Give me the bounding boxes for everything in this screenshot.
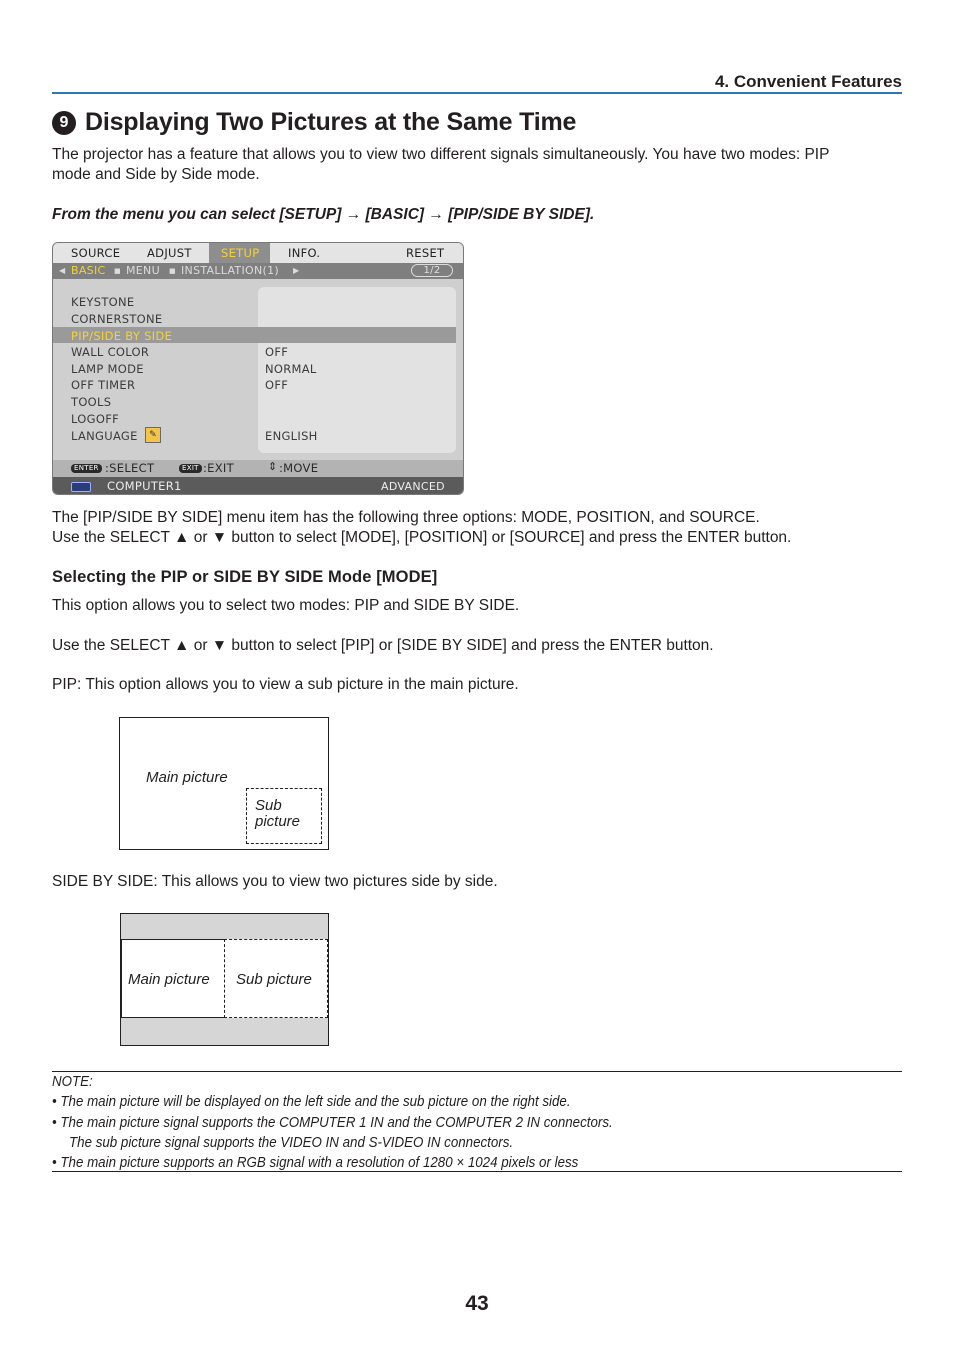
arrow-right-icon: ▶ (293, 266, 300, 275)
mode-instructions: Use the SELECT ▲ or ▼ button to select [PIP] or [SIDE BY SIDE] and press the ENTER button. (52, 637, 714, 654)
exit-key-icon: EXIT (179, 464, 202, 473)
header-rule (52, 92, 902, 94)
osd-tab-info[interactable]: INFO. (288, 246, 321, 260)
square-bullet-icon: ■ (169, 267, 176, 275)
section-number-badge: 9 (52, 111, 76, 135)
osd-status-bar (53, 477, 464, 495)
osd-tab-setup[interactable]: SETUP (209, 243, 270, 263)
osd-item-language[interactable]: LANGUAGE (71, 429, 138, 443)
pip-main-picture-label: Main picture (146, 769, 228, 786)
menu-path: From the menu you can select [SETUP] → [BASIC] → [PIP/SIDE BY SIDE]. (52, 206, 595, 223)
sbs-main-picture-frame (121, 939, 225, 1018)
chapter-title: 4. Convenient Features (714, 72, 902, 91)
osd-value-wall-color: OFF (265, 345, 289, 359)
osd-tab-source[interactable]: SOURCE (71, 246, 121, 260)
pip-sub-picture-frame (246, 788, 322, 844)
note-line-2: • The main picture signal supports the COMPUTER 1 IN and the COMPUTER 2 IN connectors. (52, 1115, 613, 1131)
osd-breadcrumb (53, 263, 464, 279)
osd-item-wall-color[interactable]: WALL COLOR (71, 345, 150, 359)
language-globe-icon: ✎ (145, 427, 161, 443)
section-title (52, 108, 576, 137)
sbs-main-picture-label: Main picture (128, 971, 210, 988)
page-title: Displaying Two Pictures at the Same Time (85, 108, 577, 136)
sbs-sub-picture-label: Sub picture (236, 971, 312, 988)
pip-diagram (119, 717, 329, 850)
osd-crumb-menu[interactable]: MENU (126, 264, 160, 277)
note-top-rule (52, 1071, 902, 1072)
osd-item-keystone[interactable]: KEYSTONE (71, 295, 135, 309)
osd-value-off-timer: OFF (265, 378, 289, 392)
note-bottom-rule (52, 1171, 902, 1172)
osd-help-move: :MOVE (279, 461, 319, 475)
osd-item-off-timer[interactable]: OFF TIMER (71, 378, 136, 392)
square-bullet-icon: ■ (114, 267, 121, 275)
mode-intro: This option allows you to select two modes: PIP and SIDE BY SIDE. (52, 597, 520, 614)
osd-source-name: COMPUTER1 (107, 479, 182, 493)
note-line-3: The sub picture signal supports the VIDEO IN and S-VIDEO IN connectors. (69, 1135, 514, 1151)
osd-item-tools[interactable]: TOOLS (71, 395, 112, 409)
osd-tab-bar (53, 243, 464, 263)
osd-key-help (53, 460, 464, 477)
enter-key-icon: ENTER (71, 464, 102, 473)
pip-sub-label-1: Sub (255, 797, 282, 814)
note-heading: NOTE: (52, 1074, 93, 1090)
osd-menu-screenshot (52, 242, 464, 495)
options-line-2: Use the SELECT ▲ or ▼ button to select [MODE], [POSITION] or [SOURCE] and press the ENTER button. (52, 529, 792, 546)
osd-value-lamp-mode: NORMAL (265, 362, 317, 376)
pip-sub-label-2: picture (255, 813, 301, 830)
osd-crumb-basic[interactable]: BASIC (71, 264, 106, 277)
osd-item-pip-side-by-side[interactable]: PIP/SIDE BY SIDE (71, 329, 173, 343)
side-by-side-description: SIDE BY SIDE: This allows you to view two pictures side by side. (52, 873, 498, 890)
side-by-side-diagram (120, 913, 329, 1046)
page-number: 43 (465, 1292, 489, 1315)
osd-item-lamp-mode[interactable]: LAMP MODE (71, 362, 144, 376)
options-line-1: The [PIP/SIDE BY SIDE] menu item has the following three options: MODE, POSITION, and SOURCE. (52, 509, 760, 526)
osd-value-language: ENGLISH (265, 429, 318, 443)
sbs-sub-picture-frame (224, 939, 328, 1018)
osd-item-cornerstone[interactable]: CORNERSTONE (71, 312, 163, 326)
osd-help-select: :SELECT (105, 461, 155, 475)
intro-line-2: mode and Side by Side mode. (52, 166, 260, 183)
subsection-heading: Selecting the PIP or SIDE BY SIDE Mode [MODE] (52, 568, 438, 586)
osd-help-exit: :EXIT (203, 461, 234, 475)
osd-crumb-installation[interactable]: INSTALLATION(1) (181, 264, 279, 277)
osd-tab-reset[interactable]: RESET (406, 246, 445, 260)
pip-description: PIP: This option allows you to view a sub picture in the main picture. (52, 676, 519, 693)
intro-line-1: The projector has a feature that allows you to view two different signals simultaneously. You have two modes: PIP (52, 146, 830, 163)
computer-input-icon (71, 482, 91, 492)
osd-menu-mode: ADVANCED (381, 480, 445, 493)
up-down-arrow-icon: ⇕ (268, 460, 278, 473)
note-line-1: • The main picture will be displayed on the left side and the sub picture on the right side. (52, 1094, 571, 1110)
arrow-left-icon: ◀ (59, 266, 66, 275)
osd-tab-adjust[interactable]: ADJUST (147, 246, 192, 260)
osd-item-logoff[interactable]: LOGOFF (71, 412, 120, 426)
note-line-4: • The main picture supports an RGB signal with a resolution of 1280 × 1024 pixels or less (52, 1155, 579, 1171)
osd-page-indicator: 1/2 (411, 264, 453, 277)
